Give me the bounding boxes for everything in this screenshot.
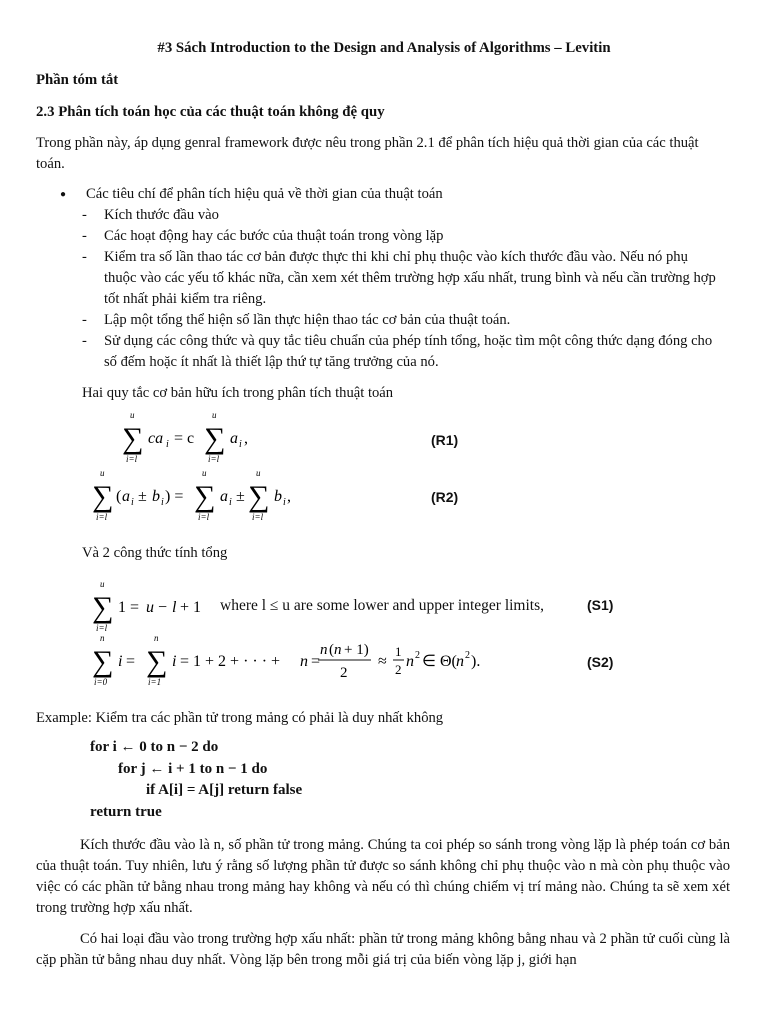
analysis-paragraph-1: Kích thước đầu vào là n, số phần tử trong mảng. Chúng ta coi phép so sánh trong vòng lặp là phép toán cơ bản của thuật toán. Tuy nhiên, lưu ý rằng số lượng phần tử được so sánh không chỉ phụ thuộc vào n mà còn phụ thuộc vào việc có các phần tử bằng nhau trong mảng hay không và nếu có thì chúng chiếm vị trí mảng nào. Chúng ta sẽ xem xét trong trường hợp xấu nhất. — [36, 837, 730, 916]
svg-text:u: u — [130, 412, 135, 420]
svg-text:∑: ∑ — [194, 480, 216, 513]
svg-text:i: i — [131, 497, 134, 508]
svg-text:i=l: i=l — [96, 512, 108, 522]
svg-text:= c: = c — [174, 430, 195, 447]
svg-text:≈: ≈ — [378, 653, 387, 670]
code-line-1: for i ← 0 to n − 2 do — [90, 739, 219, 755]
svg-text:u: u — [212, 412, 217, 420]
example-heading: Example: Kiểm tra các phần tử trong mảng có phải là duy nhất không — [36, 710, 444, 726]
rule-r1-formula — [118, 412, 278, 468]
svg-text:∑: ∑ — [248, 480, 270, 513]
svg-text:i: i — [161, 497, 164, 508]
svg-text:2: 2 — [395, 662, 402, 677]
intro-paragraph: Trong phần này, áp dụng genral framework được nêu trong phần 2.1 để phân tích hiệu quả thời gian của các thuật toán. — [36, 135, 699, 172]
svg-text:i: i — [239, 439, 242, 450]
svg-text:∈ Θ(: ∈ Θ( — [422, 653, 457, 670]
sums-intro: Và 2 công thức tính tổng — [82, 545, 228, 561]
analysis-paragraph-2: Có hai loại đầu vào trong trường hợp xấu nhất: phần tử trong mảng không bằng nhau và 2 phần tử cuối cùng là cặp phần tử bằng nhau duy nhất. Vòng lặp bên trong mỗi giá trị của biến vòng lặp j, giới hạn — [36, 931, 730, 968]
svg-text:±: ± — [138, 488, 147, 505]
svg-text:i=1: i=1 — [148, 677, 162, 687]
svg-text:i: i — [229, 497, 232, 508]
svg-text:=: = — [126, 653, 136, 670]
svg-text:l: l — [172, 599, 177, 616]
rule-r2-formula — [88, 468, 308, 524]
svg-text:).: ). — [471, 653, 481, 670]
dash-icon: - — [82, 312, 87, 328]
svg-text:,: , — [287, 488, 291, 505]
svg-text:= 1 + 2 + · · · +: = 1 + 2 + · · · + — [180, 653, 281, 670]
svg-text:∑: ∑ — [146, 645, 168, 678]
code-line-4: return true — [90, 804, 162, 820]
svg-text:i=l: i=l — [126, 454, 138, 464]
svg-text:+ 1: + 1 — [180, 599, 202, 616]
svg-text:n: n — [154, 633, 159, 643]
svg-text:(: ( — [116, 488, 122, 505]
code-line-3: if A[i] = A[j] return false — [146, 782, 303, 798]
svg-text:u: u — [100, 579, 105, 589]
svg-text:b: b — [152, 488, 160, 505]
document-title: #3 Sách Introduction to the Design and Analysis of Algorithms – Levitin — [157, 40, 611, 56]
svg-text:∑: ∑ — [122, 422, 144, 455]
svg-text:i=l: i=l — [208, 454, 220, 464]
svg-text:2: 2 — [340, 665, 348, 681]
svg-text:i: i — [118, 653, 123, 670]
svg-text:u: u — [100, 468, 105, 478]
svg-text:=: = — [311, 653, 321, 670]
sum-s2-formula — [88, 632, 488, 692]
svg-text:n: n — [334, 642, 342, 658]
svg-text:i=l: i=l — [252, 512, 264, 522]
svg-text:n: n — [406, 653, 414, 670]
document-page: #3 Sách Introduction to the Design and Analysis of Algorithms – Levitin Phần tóm tắt 2.3 Phân tích toán học của các thuật toán không đệ quy Trong phần này, áp dụng genral framework được nêu trong phần 2.1 để phân tích hiệu quả thời gian của các thuật toán. ● Các tiêu chí để phân tích hiệu quả về thời gian của thuật toán - Kích thước đầu vào - Các hoạt động hay các bước của thuật toán trong vòng lặp - Kiểm tra số lần thao tác cơ bản được thực thi khi chỉ phụ thuộc vào kích thước đầu vào. Nếu nó phụ thuộc vào các yếu tố khác nữa, cần xem xét thêm trường hợp xấu nhất, trung bình và nếu cần trường hợp tốt nhất phải kiểm tra riêng. - Lập một tổng thể hiện số lần thực hiện thao tác cơ bản của thuật toán. - Sử dụng các công thức và quy tắc tiêu chuẩn của phép tính tổng, hoặc tìm một công thức dạng đóng cho số đếm hoặc ít nhất là thiết lập thứ tự tăng trưởng của nó. Hai quy tắc cơ bản hữu ích trong phân tích thuật toán u ∑ i=l ca i = c u ∑ i=l a i , (R1) u ∑ i=l ( a i ± b i ) = u ∑ i=l a i ± u ∑ i=l b i , (R2) Và 2 công thức tính tổng u ∑ i=l 1 = u − l + 1 where l ≤ u are some lower and upper integer limits, (S1) n ∑ i=0 i = n ∑ i=1 i = 1 + 2 + · · · + n = n ( n + 1) 2 ≈ 1 2 n 2 ∈ Θ( n 2 ). (S2) Example: Kiểm tra các phần tử trong mảng có phải là duy nhất không for i ← 0 to n − 2 do for j ← i + 1 to n − 1 do if A[i] = A[j] return false return true Kích thước đầu vào là n, số phần tử trong mảng. Chúng ta coi phép so sánh trong vòng lặp là phép toán cơ bản của thuật toán. Tuy nhiên, lưu ý rằng số lượng phần tử được so sánh không chỉ phụ thuộc vào n mà còn phụ thuộc vào việc có các phần tử bằng nhau trong mảng hay không và nếu có thì chúng chiếm vị trí mảng nào. Chúng ta sẽ xem xét trong trường hợp xấu nhất. Có hai loại đầu vào trong trường hợp xấu nhất: phần tử trong mảng không bằng nhau và 2 phần tử cuối cùng là cặp phần tử bằng nhau duy nhất. Vòng lặp bên trong mỗi giá trị của biến vòng lặp j, giới hạn — [0, 0, 768, 1024]
svg-text:i=l: i=l — [96, 623, 108, 633]
svg-text:i: i — [172, 653, 177, 670]
svg-text:i: i — [283, 497, 286, 508]
svg-text:±: ± — [236, 488, 245, 505]
svg-text:∑: ∑ — [92, 645, 114, 678]
rule-tag-r2: (R2) — [431, 489, 459, 505]
svg-text:) =: ) = — [165, 488, 184, 505]
svg-text:u: u — [256, 468, 261, 478]
svg-text:u: u — [146, 599, 154, 616]
svg-text:a: a — [220, 488, 228, 505]
svg-text:a: a — [230, 430, 238, 447]
svg-text:i=l: i=l — [198, 512, 210, 522]
rule-tag-r1: (R1) — [431, 432, 459, 448]
svg-text:2: 2 — [465, 650, 470, 661]
svg-text:−: − — [158, 599, 168, 616]
svg-text:(: ( — [329, 642, 334, 658]
code-line-2: for j ← i + 1 to n − 1 do — [118, 761, 268, 777]
svg-text:1 =: 1 = — [118, 599, 140, 616]
sum-s1-text: where l ≤ u are some lower and upper integer limits, — [220, 597, 545, 614]
bullet-dot-icon: ● — [60, 189, 67, 200]
dash-icon: - — [82, 249, 87, 265]
svg-text:ca: ca — [148, 430, 164, 447]
svg-text:∑: ∑ — [92, 591, 114, 624]
svg-text:2: 2 — [415, 650, 420, 661]
svg-text:,: , — [244, 430, 248, 447]
bullet-text: Các tiêu chí để phân tích hiệu quả về thời gian của thuật toán — [86, 186, 443, 202]
svg-text:i=0: i=0 — [94, 677, 108, 687]
svg-text:∑: ∑ — [204, 422, 226, 455]
dash-icon: - — [82, 228, 87, 244]
svg-text:a: a — [122, 488, 130, 505]
section-heading: Phần tóm tắt — [36, 72, 119, 88]
dash-icon: - — [82, 333, 87, 349]
svg-text:n: n — [100, 633, 105, 643]
rules-intro: Hai quy tắc cơ bản hữu ích trong phân tích thuật toán — [82, 385, 394, 401]
sum-tag-s2: (S2) — [587, 654, 614, 670]
svg-text:b: b — [274, 488, 282, 505]
svg-text:u: u — [202, 468, 207, 478]
svg-text:1: 1 — [395, 644, 402, 659]
svg-text:∑: ∑ — [92, 480, 114, 513]
svg-text:n: n — [300, 653, 308, 670]
dash-icon: - — [82, 207, 87, 223]
svg-text:n: n — [456, 653, 464, 670]
sum-tag-s1: (S1) — [587, 597, 614, 613]
sum-s1-formula — [88, 578, 218, 634]
svg-text:n: n — [320, 642, 328, 658]
svg-text:i: i — [166, 439, 169, 450]
svg-text:+ 1): + 1) — [344, 642, 369, 658]
subsection-heading: 2.3 Phân tích toán học của các thuật toán không đệ quy — [36, 104, 385, 120]
